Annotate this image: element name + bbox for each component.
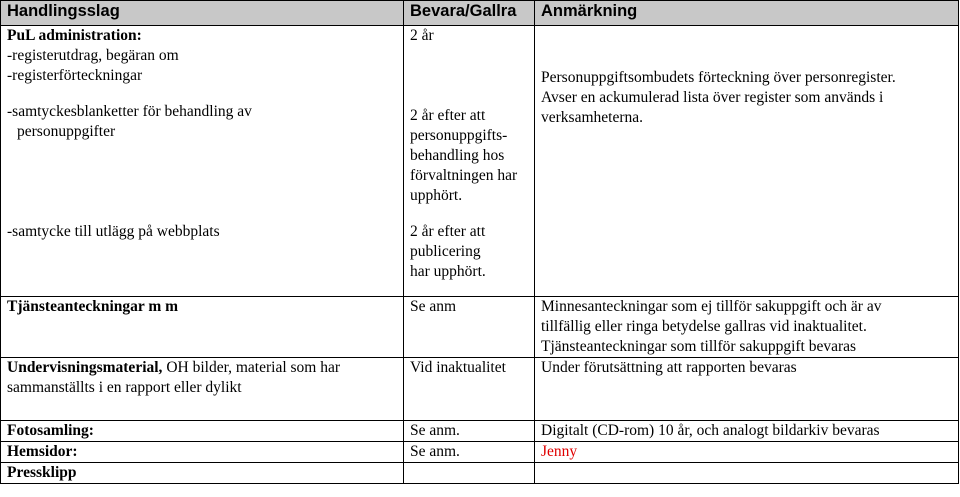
pul-item2-line1: -samtyckesblanketter för behandling av: [7, 103, 252, 120]
undervisning-type-bold: Undervisningsmaterial,: [7, 359, 163, 376]
pul-keep-cell: [404, 26, 535, 297]
pul-keep2-l4: förvaltningen har: [410, 167, 518, 184]
pul-keep2-l2: personuppgifts-: [410, 127, 508, 144]
foto-type: Fotosamling:: [7, 422, 94, 439]
header-bevara-gallra: Bevara/Gallra: [404, 1, 535, 26]
hemsidor-keep-cell: [404, 442, 535, 463]
header-row: [1, 1, 959, 26]
foto-keep: Se anm.: [410, 422, 460, 439]
pressklipp-type: Pressklipp: [7, 464, 77, 481]
pul-item2-line2: personuppgifter: [17, 123, 116, 140]
header-anmarkning: Anmärkning: [535, 1, 959, 26]
tjanst-keep: Se anm: [410, 298, 457, 315]
undervisning-type-rest: OH bilder, material som har: [162, 359, 341, 376]
pul-keep3-l3: har upphört.: [410, 263, 486, 280]
pul-type-cell: [1, 26, 404, 297]
undervisning-type-l2: sammanställts i en rapport eller dylikt: [7, 379, 242, 396]
hemsidor-note-cell: [535, 442, 959, 463]
pul-note-cell: [535, 26, 959, 297]
pul-item1-line2: -registerförteckningar: [7, 67, 143, 84]
undervisning-keep-cell: [404, 358, 535, 421]
pul-keep2-l5: upphört.: [410, 187, 463, 204]
row-pressklipp: [1, 463, 959, 484]
pul-keep2-l3: behandling hos: [410, 147, 505, 164]
row-pul-administration: [1, 26, 959, 297]
tjanst-note-l1: Minnesanteckningar som ej tillför sakuppgift och är av: [541, 298, 882, 315]
hemsidor-type: Hemsidor:: [7, 443, 78, 460]
pul-note-l3: verksamheterna.: [541, 109, 643, 126]
tjanst-note-cell: [535, 297, 959, 358]
hemsidor-keep: Se anm.: [410, 443, 460, 460]
pul-item1-line1: -registerutdrag, begäran om: [7, 47, 179, 64]
row-fotosamling: [1, 421, 959, 442]
tjanst-note-l2: tillfällig eller ringa betydelse gallras vid inaktualitet.: [541, 318, 867, 335]
tjanst-type-cell: [1, 297, 404, 358]
row-undervisningsmaterial: [1, 358, 959, 421]
pul-note-l2: Avser en ackumulerad lista över register som används i: [541, 89, 884, 106]
tjanst-note-l3: Tjänsteanteckningar som tillför sakuppgift bevaras: [541, 338, 857, 355]
pul-keep3-l2: publicering: [410, 243, 481, 260]
undervisning-type-cell: [1, 358, 404, 421]
foto-note: Digitalt (CD-rom) 10 år, och analogt bildarkiv bevaras: [541, 422, 880, 439]
pul-item3: -samtycke till utlägg på webbplats: [7, 223, 220, 240]
undervisning-note-cell: [535, 358, 959, 421]
pressklipp-type-cell: [1, 463, 404, 484]
undervisning-note: Under förutsättning att rapporten bevaras: [541, 359, 797, 376]
tjanst-keep-cell: [404, 297, 535, 358]
hemsidor-note: Jenny: [541, 443, 578, 460]
tjanst-type: Tjänsteanteckningar m m: [7, 298, 179, 315]
header-handlingsslag: Handlingsslag: [1, 1, 404, 26]
pul-title: PuL administration:: [7, 27, 142, 44]
pul-note-l1: Personuppgiftsombudets förteckning över personregister.: [541, 69, 896, 86]
undervisning-keep: Vid inaktualitet: [410, 359, 506, 376]
row-hemsidor: [1, 442, 959, 463]
pressklipp-keep-cell: [404, 463, 535, 484]
pressklipp-note-cell: [535, 463, 959, 484]
hemsidor-type-cell: [1, 442, 404, 463]
pul-keep2-l1: 2 år efter att: [410, 107, 486, 124]
foto-keep-cell: [404, 421, 535, 442]
foto-type-cell: [1, 421, 404, 442]
foto-note-cell: [535, 421, 959, 442]
row-tjansteanteckningar: [1, 297, 959, 358]
pul-keep1: 2 år: [410, 27, 434, 44]
pul-keep3-l1: 2 år efter att: [410, 223, 486, 240]
